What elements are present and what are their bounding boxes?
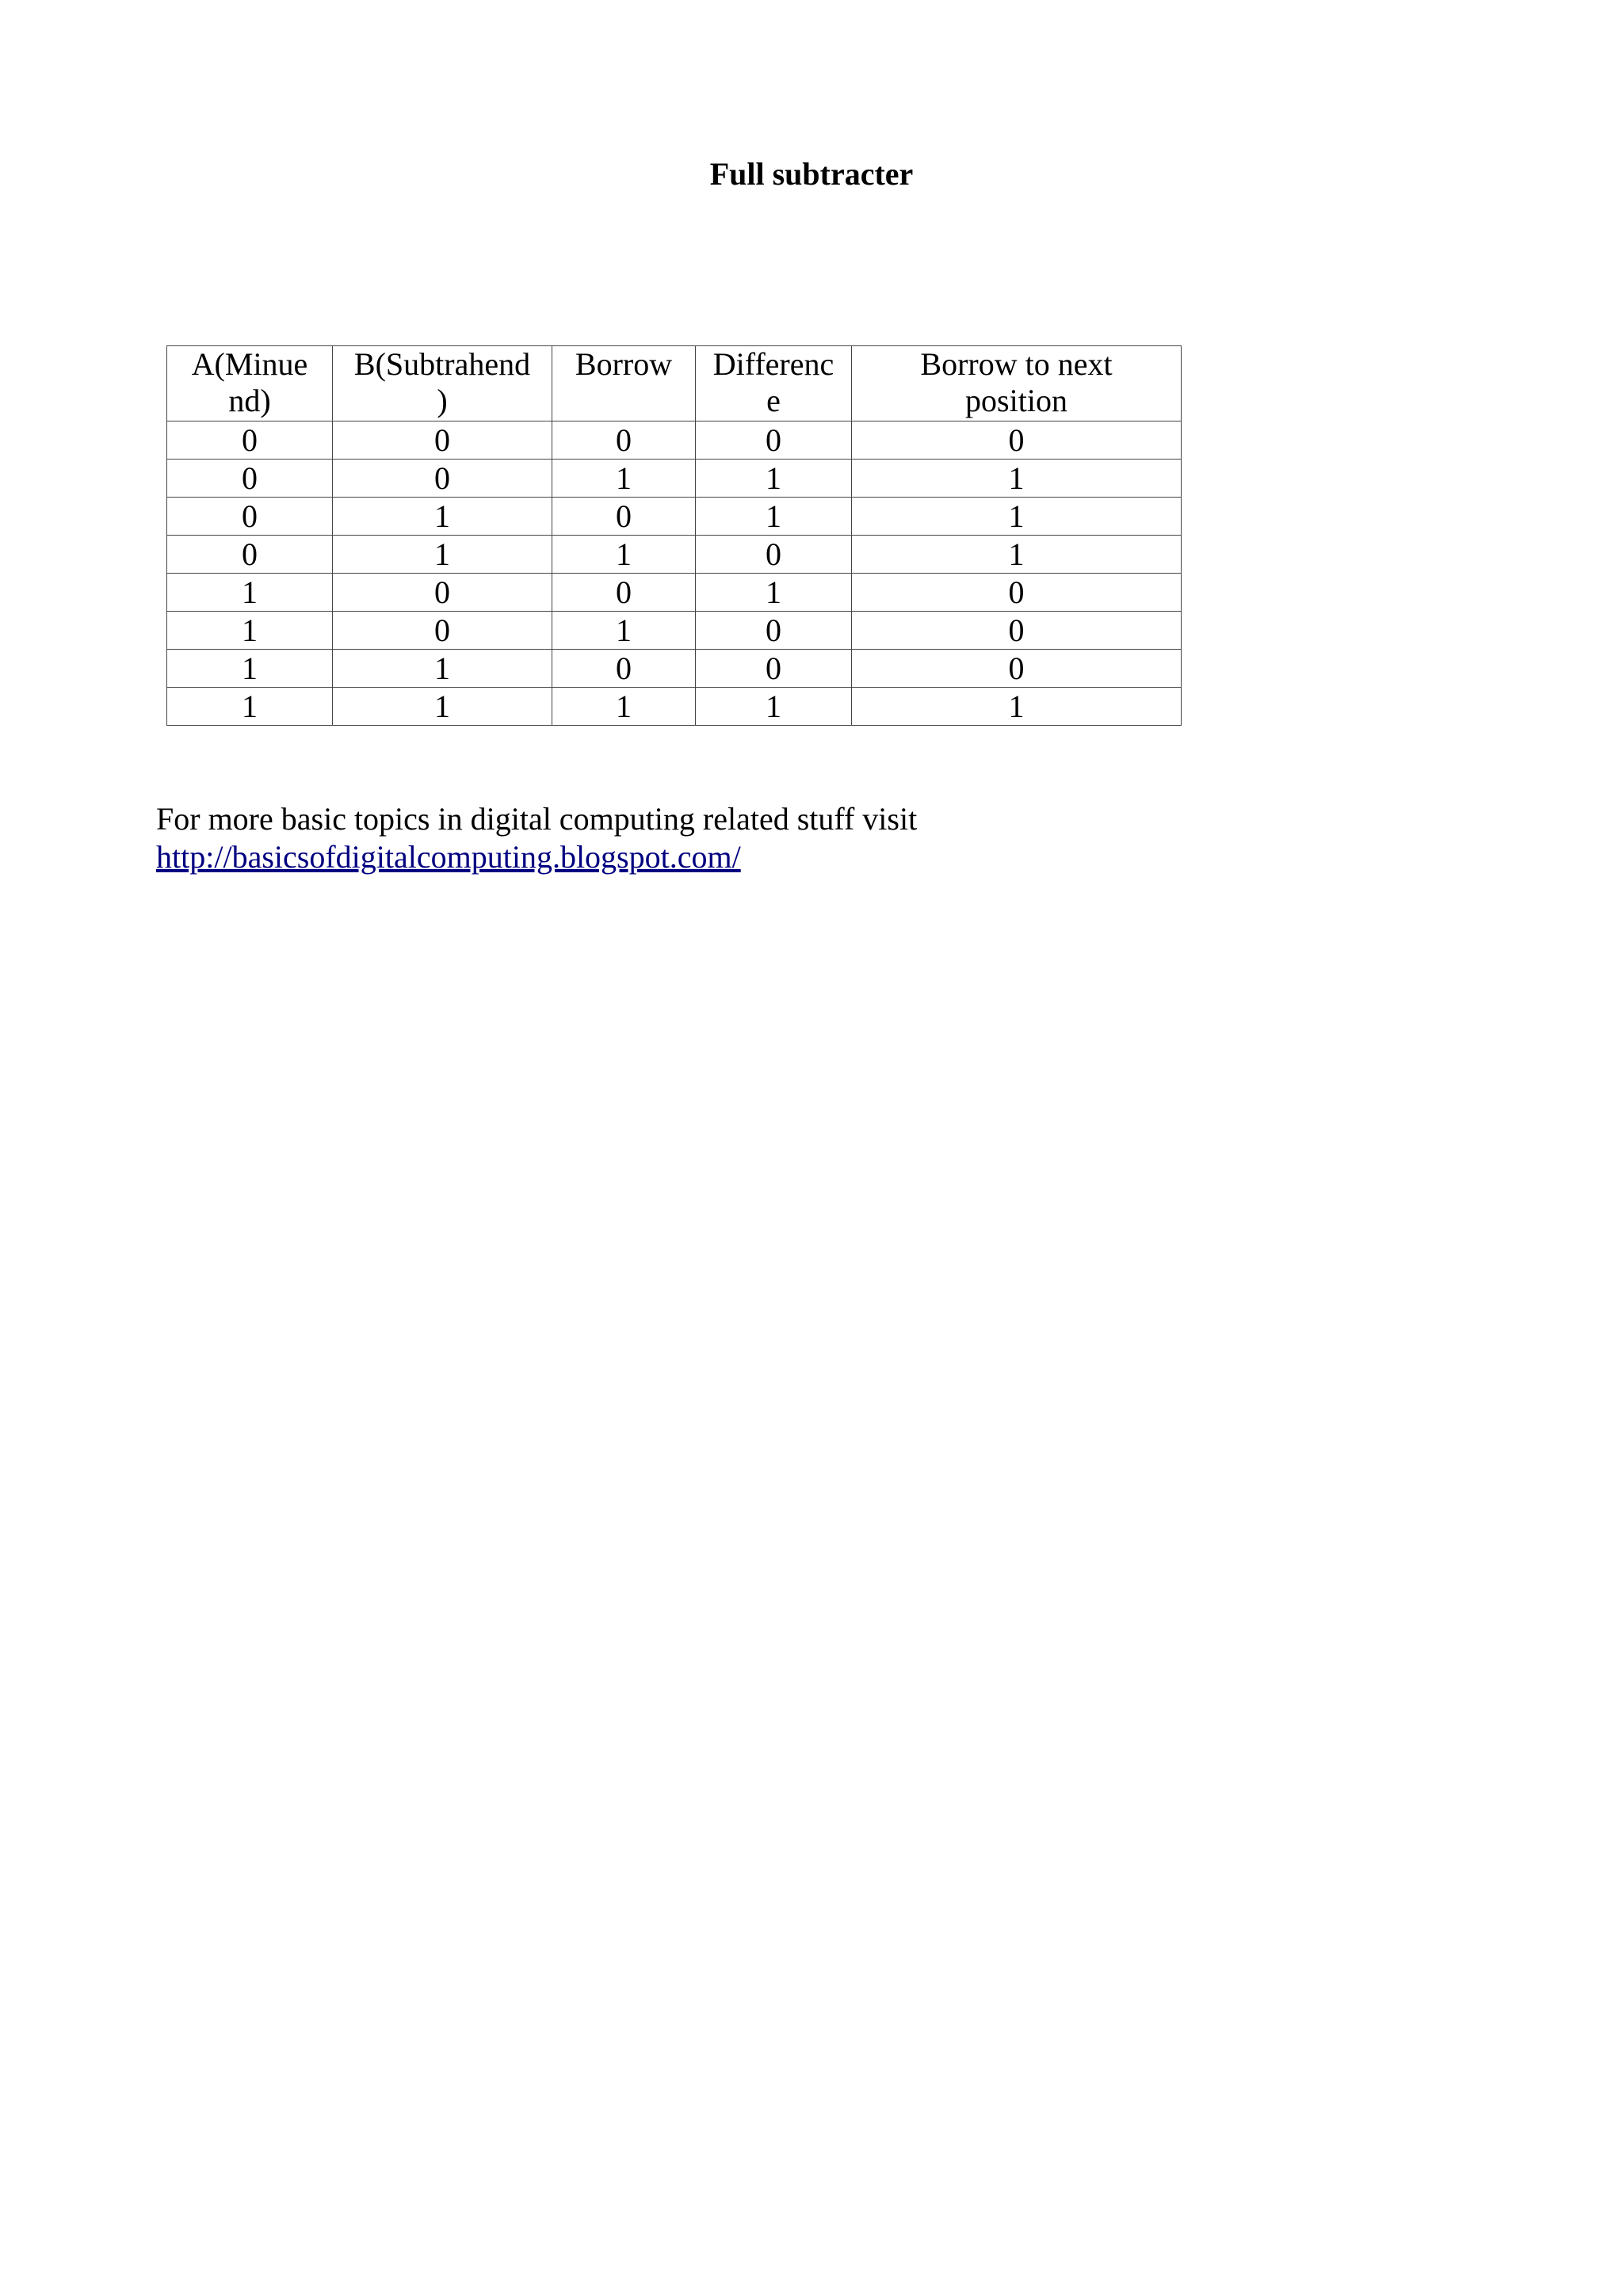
table-cell: 1 <box>552 536 696 574</box>
table-cell: 0 <box>552 574 696 612</box>
footer-text: For more basic topics in digital computing related stuff visit <box>156 801 918 837</box>
table-row <box>167 574 1182 612</box>
table-cell: 0 <box>852 650 1182 688</box>
table-cell: 1 <box>167 650 333 688</box>
table-cell: 0 <box>333 574 552 612</box>
table-cell: 1 <box>167 688 333 726</box>
table-cell: 1 <box>852 536 1182 574</box>
table-cell: 0 <box>167 536 333 574</box>
header-difference: Differenc e <box>696 346 852 421</box>
table-cell: 0 <box>696 612 852 650</box>
table-cell: 1 <box>852 460 1182 498</box>
table-cell: 0 <box>552 650 696 688</box>
table-row <box>167 650 1182 688</box>
table-cell: 1 <box>696 460 852 498</box>
table-cell: 1 <box>552 460 696 498</box>
table-header-row <box>167 346 1182 421</box>
truth-table <box>166 345 1182 726</box>
table-cell: 0 <box>333 421 552 460</box>
blog-link[interactable]: http://basicsofdigitalcomputing.blogspot.com/ <box>156 839 741 875</box>
header-borrow: Borrow <box>552 346 696 421</box>
table-cell: 1 <box>333 688 552 726</box>
table-row <box>167 612 1182 650</box>
table-cell: 1 <box>696 574 852 612</box>
table-cell: 1 <box>167 612 333 650</box>
table-cell: 1 <box>552 612 696 650</box>
table-row <box>167 498 1182 536</box>
table-cell: 0 <box>333 460 552 498</box>
table-cell: 1 <box>696 498 852 536</box>
table-cell: 1 <box>552 688 696 726</box>
header-b-subtrahend: B(Subtrahend ) <box>333 346 552 421</box>
table-cell: 0 <box>167 460 333 498</box>
table-cell: 1 <box>333 498 552 536</box>
footer-note <box>156 800 917 876</box>
table-cell: 1 <box>167 574 333 612</box>
table-cell: 0 <box>696 650 852 688</box>
table-cell: 1 <box>333 650 552 688</box>
table-cell: 0 <box>333 612 552 650</box>
table-cell: 1 <box>852 498 1182 536</box>
table-cell: 0 <box>552 498 696 536</box>
table-cell: 1 <box>696 688 852 726</box>
header-a-minuend: A(Minue nd) <box>167 346 333 421</box>
page-title: Full subtracter <box>709 156 914 192</box>
table-cell: 0 <box>552 421 696 460</box>
table-cell: 0 <box>167 421 333 460</box>
table-row <box>167 460 1182 498</box>
table-row <box>167 536 1182 574</box>
table-cell: 0 <box>852 421 1182 460</box>
table-cell: 1 <box>333 536 552 574</box>
table-cell: 0 <box>167 498 333 536</box>
table-cell: 1 <box>852 688 1182 726</box>
table-cell: 0 <box>852 574 1182 612</box>
table-row <box>167 421 1182 460</box>
table-cell: 0 <box>696 536 852 574</box>
table-row <box>167 688 1182 726</box>
table-body <box>167 421 1182 726</box>
table-cell: 0 <box>852 612 1182 650</box>
header-borrow-to-next-position: Borrow to next position <box>852 346 1182 421</box>
table-cell: 0 <box>696 421 852 460</box>
